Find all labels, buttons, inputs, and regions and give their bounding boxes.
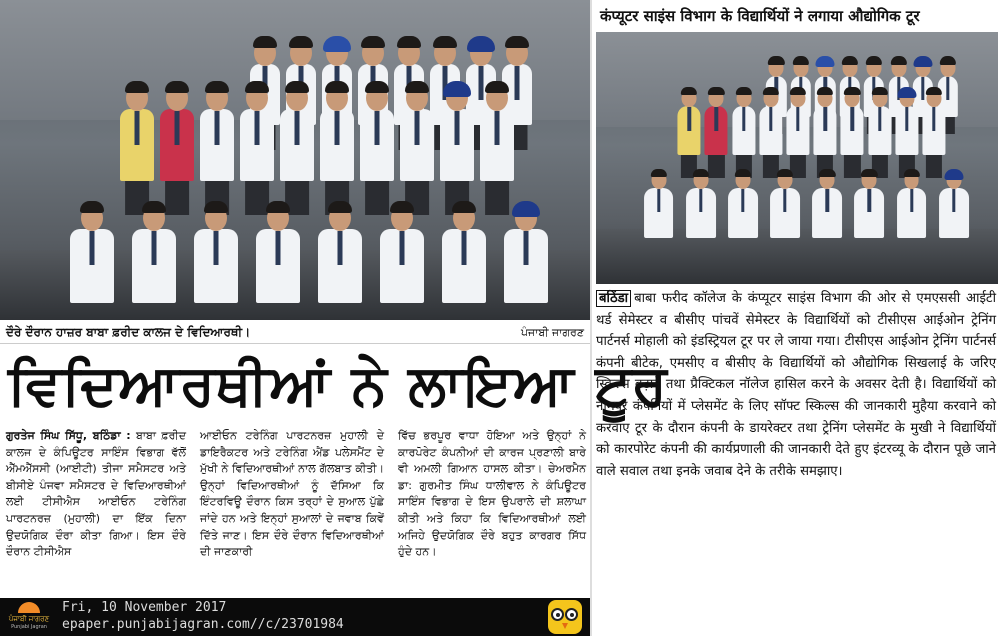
person-figure xyxy=(480,85,514,215)
article-text-2: ਆਈਓਨ ਟਰੇਨਿੰਗ ਪਾਰਟਨਰਜ਼ ਮੁਹਾਲੀ ਦੇ ਡਾਇਰੈਕਟਰ ਅਤੇ ਟਰੇਨਿੰਗ ਐਂਡ ਪਲੇਸਮੈਂਟ ਦੇ ਮੁੱਖੀ ਨੇ ਵਿਦਿਆਰਥੀਆਂ ਨਾਲ ਗੱਲਬਾਤ ਕੀਤੀ। ਉਨ੍ਹਾਂ ਵਿਦਿਆਰਥੀਆਂ ਨੂੰ ਦੱਸਿਆ ਕਿ ਇੰਟਰਵਿਊ ਦੌਰਾਨ ਕਿਸ ਤਰ੍ਹਾਂ ਦੇ ਸੁਆਲ ਪੁੱਛੇ ਜਾਂਦੇ ਹਨ ਅਤੇ ਇਨ੍ਹਾਂ ਸੁਆਲਾਂ ਦੇ ਜਵਾਬ ਕਿਵੇਂ ਦਿੱਤੇ ਜਾਣ। ਇਸ ਦੌਰੇ ਦੌਰਾਨ ਵਿਦਿਆਰਥੀਆਂ ਦੀ ਜਾਣਕਾਰੀ xyxy=(200,429,384,559)
person-figure xyxy=(380,205,424,305)
person-figure xyxy=(440,85,474,215)
person-figure xyxy=(897,171,927,239)
person-figure xyxy=(256,205,300,305)
person-figure xyxy=(120,85,154,215)
article-body-hindi xyxy=(596,288,996,482)
logo-text: ਪੰਜਾਬੀ ਜਾਗਰਣ xyxy=(8,615,50,623)
epaper-url[interactable]: epaper.punjabijagran.com//c/23701984 xyxy=(62,617,344,632)
person-figure xyxy=(678,90,701,178)
person-figure xyxy=(400,85,434,215)
person-figure xyxy=(686,171,716,239)
article-column-1 xyxy=(6,428,186,596)
sun-icon xyxy=(18,602,40,613)
dateline: बठिंडा xyxy=(596,290,631,307)
person-figure xyxy=(132,205,176,305)
person-figure xyxy=(442,205,486,305)
person-figure xyxy=(770,171,800,239)
person-figure xyxy=(200,85,234,215)
headline-hindi: कंप्यूटर साइंस विभाग के विद्यार्थियों ने लगाया औद्योगिक टूर xyxy=(600,7,920,25)
owl-icon[interactable] xyxy=(548,600,582,634)
logo-subtext: Punjabi Jagran xyxy=(11,624,47,630)
person-figure xyxy=(812,171,842,239)
photo-caption: ਦੌਰੇ ਦੌਰਾਨ ਹਾਜ਼ਰ ਬਾਬਾ ਫ਼ਰੀਦ ਕਾਲਜ ਦੇ ਵਿਦਿਆਰਥੀ। xyxy=(6,325,251,339)
person-figure xyxy=(814,90,837,178)
group-photo-right xyxy=(596,32,998,284)
photo-credit: ਪੰਜਾਬੀ ਜਾਗਰਣ xyxy=(520,326,584,339)
person-figure xyxy=(504,205,548,305)
article-columns xyxy=(0,428,590,596)
person-figure xyxy=(644,171,674,239)
person-figure xyxy=(240,85,274,215)
person-figure xyxy=(939,171,969,239)
publication-date: Fri, 10 November 2017 xyxy=(62,600,227,615)
person-figure xyxy=(895,90,918,178)
person-figure xyxy=(786,90,809,178)
person-figure xyxy=(280,85,314,215)
person-figure xyxy=(318,205,362,305)
person-figure xyxy=(70,205,114,305)
person-figure xyxy=(854,171,884,239)
article-text-hindi: बाबा फरीद कॉलेज के कंप्यूटर साइंस विभाग की ओर से एमएससी आईटी थर्ड सेमेस्टर व बीसीए पांचवें सेमेस्टर के विद्यार्थियों को टीसीएस आईओन ट्रेनिंग पार्टनर्स मोहाली को इंडस्ट्रियल टूर पर ले जाया गया। टीसीएस आईओन ट्रेनिंग पार्टनर्स कंपनी बीटेक, एमसीए व बीसीए के विद्यार्थियों को औद्योगिक सिखलाई के जरिए स्किल्स बढ़ाने तथा प्रैक्टिकल नॉलेज हासिल करने के अवसर देती है। विद्यार्थियों को नामवर कंपनियों में प्लेसमेंट के लिए सॉफ्ट स्किल्स की जानकारी मुहैया करवाने को करवाए टूर के दौरान कंपनी के डायरेक्टर तथा ट्रेनिंग प्लेसमेंट के मुखी ने विद्यार्थियों को कारपोरेट कंपनी की कार्यप्रणाली की जानकारी देते हुए इंटरव्यू के दौरान पूछे जाने वाले सवाल तथा इनके जवाब देने के तरीके समझाए। xyxy=(596,291,996,479)
person-figure xyxy=(194,205,238,305)
byline: ਗੁਰਤੇਜ ਸਿੰਘ ਸਿੱਧੂ, ਬਠਿੰਡਾ : xyxy=(6,429,131,442)
epaper-footer xyxy=(0,598,590,636)
person-figure xyxy=(841,90,864,178)
person-figure xyxy=(759,90,782,178)
person-figure xyxy=(160,85,194,215)
article-column-3 xyxy=(398,428,586,596)
article-text-3: ਵਿੱਚ ਭਰਪੂਰ ਵਾਧਾ ਹੋਇਆ ਅਤੇ ਉਨ੍ਹਾਂ ਨੇ ਕਾਰਪੋਰੇਟ ਕੰਪਨੀਆਂ ਦੀ ਕਾਰਜ ਪ੍ਰਣਾਲੀ ਬਾਰੇ ਵੀ ਅਮਲੀ ਗਿਆਨ ਹਾਸਲ ਕੀਤਾ। ਚੇਅਰਮੈਨ ਡਾ: ਗੁਰਮੀਤ ਸਿੰਘ ਧਾਲੀਵਾਲ ਨੇ ਕੰਪਿਊਟਰ ਸਾਇੰਸ ਵਿਭਾਗ ਦੇ ਇਸ ਉਪਰਾਲੇ ਦੀ ਸ਼ਲਾਘਾ ਕੀਤੀ ਅਤੇ ਕਿਹਾ ਕਿ ਵਿਦਿਆਰਥੀਆਂ ਲਈ ਅਜਿਹੇ ਉਦਯੋਗਿਕ ਦੌਰੇ ਬਹੁਤ ਕਾਰਗਰ ਸਿੱਧ ਹੁੰਦੇ ਹਨ। xyxy=(398,429,586,559)
photo-caption-bar xyxy=(0,322,590,344)
person-figure xyxy=(705,90,728,178)
person-figure xyxy=(868,90,891,178)
article-text-1: ਬਾਬਾ ਫ਼ਰੀਦ ਕਾਲਜ ਦੇ ਕੰਪਿਊਟਰ ਸਾਇੰਸ ਵਿਭਾਗ ਵੱਲੋਂ ਐੱਮਐੱਸਸੀ (ਆਈਟੀ) ਤੀਜਾ ਸਮੈਸਟਰ ਅਤੇ ਬੀਸੀਏ ਪੰਜਵਾ ਸਮੈਸਟਰ ਦੇ ਵਿਦਿਆਰਥੀਆਂ ਲਈ ਟੀਸੀਐਸ ਆਈਓਨ ਟਰੇਨਿੰਗ ਪਾਰਟਨਰਜ਼ (ਮੁਹਾਲੀ) ਦਾ ਇੱਕ ਦਿਨਾ ਉਦਯੋਗਿਕ ਦੌਰਾ ਕੀਤਾ ਗਿਆ। ਇਸ ਦੌਰੇ ਦੌਰਾਨ ਟੀਸੀਐਸ xyxy=(6,429,186,559)
punjabi-jagran-logo[interactable] xyxy=(6,602,52,632)
article-column-2 xyxy=(200,428,384,596)
headline-punjabi: ਵਿਦਿਆਰਥੀਆਂ ਨੇ ਲਾਇਆ ਟੂਰ xyxy=(8,353,668,418)
right-clipping xyxy=(590,0,1000,636)
person-figure xyxy=(320,85,354,215)
person-figure xyxy=(732,90,755,178)
person-figure xyxy=(922,90,945,178)
person-figure xyxy=(728,171,758,239)
person-figure xyxy=(360,85,394,215)
group-photo-left xyxy=(0,0,590,320)
